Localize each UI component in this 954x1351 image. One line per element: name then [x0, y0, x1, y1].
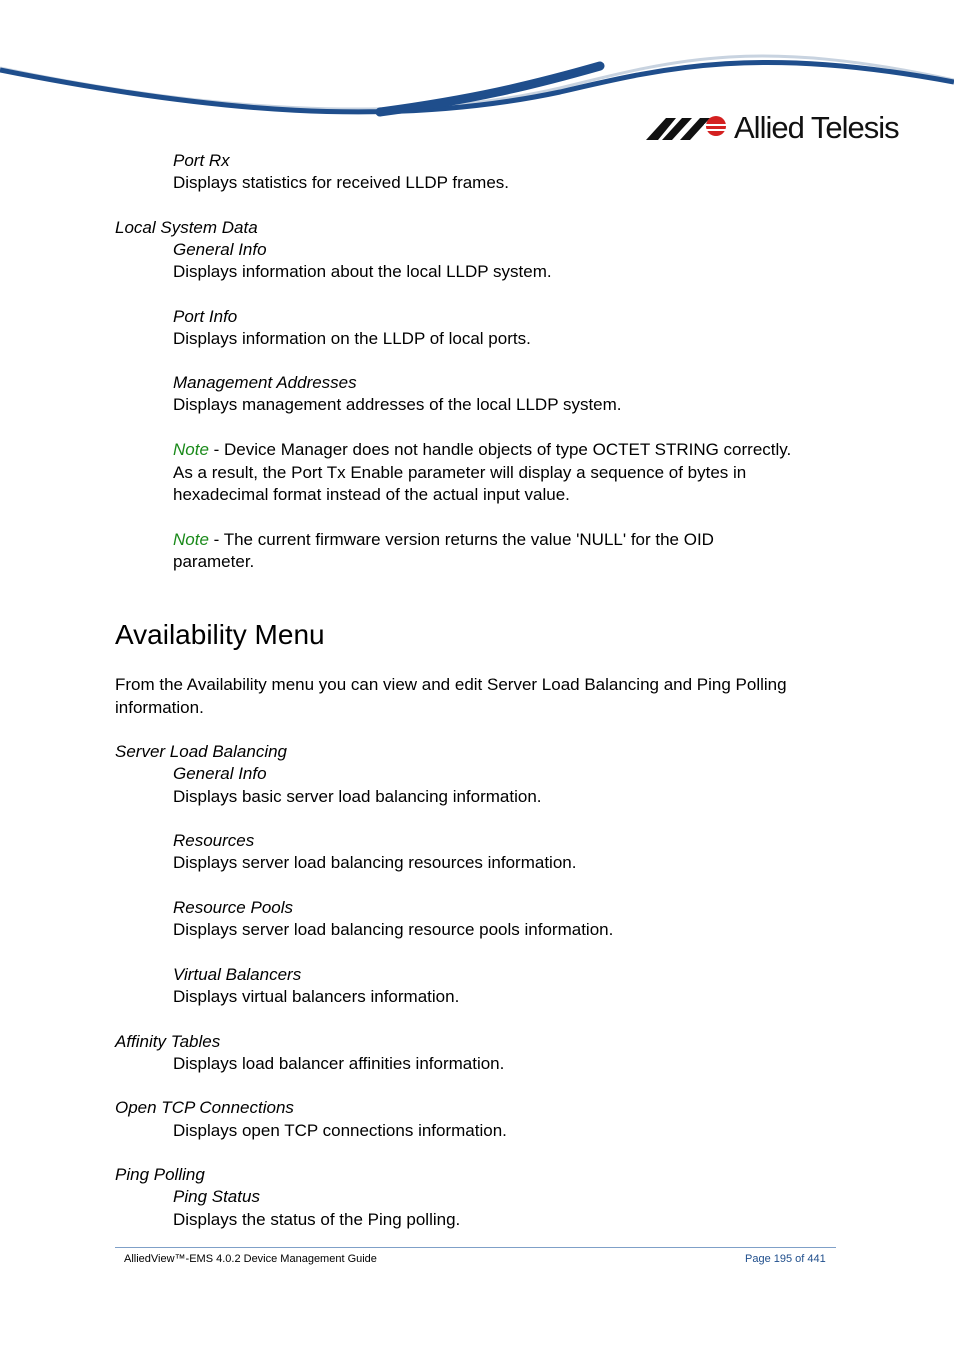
section-heading: Availability Menu: [115, 619, 325, 650]
port-rx-title: Port Rx: [173, 151, 230, 170]
virtual-balancers-title: Virtual Balancers: [173, 965, 302, 984]
note-1-line-3: hexadecimal format instead of the actual input value.: [173, 485, 570, 504]
port-rx-desc: Displays statistics for received LLDP frames.: [173, 173, 510, 192]
note-1-line-1: [173, 439, 791, 461]
logo-mark-icon: [646, 112, 730, 148]
port-info-title: Port Info: [173, 307, 238, 326]
affinity-tables-title: Affinity Tables: [115, 1032, 221, 1051]
mgmt-addresses-desc: Displays management addresses of the local LLDP system.: [173, 395, 622, 414]
ping-status-title: Ping Status: [173, 1187, 260, 1206]
open-tcp-desc: Displays open TCP connections information.: [173, 1121, 507, 1140]
virtual-balancers-desc: Displays virtual balancers information.: [173, 987, 460, 1006]
note-2-text: - The current firmware version returns the value 'NULL' for the OID: [208, 530, 714, 549]
footer-doc-title: AlliedView™-EMS 4.0.2 Device Management Guide: [124, 1253, 377, 1265]
note-label: Note: [173, 530, 209, 549]
intro-line-2: information.: [115, 698, 204, 717]
resources-desc: Displays server load balancing resources information.: [173, 853, 577, 872]
footer-divider: [115, 1247, 836, 1248]
ping-status-desc: Displays the status of the Ping polling.: [173, 1210, 461, 1229]
note-2-line-2: parameter.: [173, 552, 255, 571]
logo-text: Allied Telesis: [734, 110, 899, 145]
resources-title: Resources: [173, 831, 255, 850]
slb-title: Server Load Balancing: [115, 742, 288, 761]
affinity-tables-desc: Displays load balancer affinities information.: [173, 1054, 505, 1073]
general-info-title: General Info: [173, 240, 267, 259]
local-system-data-title: Local System Data: [115, 218, 258, 237]
slb-general-info-title: General Info: [173, 764, 267, 783]
allied-telesis-logo: [646, 108, 906, 148]
note-1-text: - Device Manager does not handle objects of type OCTET STRING correctly.: [208, 440, 792, 459]
resource-pools-desc: Displays server load balancing resource pools information.: [173, 920, 614, 939]
note-label: Note: [173, 440, 209, 459]
mgmt-addresses-title: Management Addresses: [173, 373, 357, 392]
open-tcp-title: Open TCP Connections: [115, 1098, 294, 1117]
intro-line-1: From the Availability menu you can view and edit Server Load Balancing and Ping Polling: [115, 675, 787, 694]
resource-pools-title: Resource Pools: [173, 898, 294, 917]
slb-general-info-desc: Displays basic server load balancing information.: [173, 787, 542, 806]
footer-page-number: Page 195 of 441: [745, 1253, 826, 1265]
note-1-line-2: As a result, the Port Tx Enable parameter will display a sequence of bytes in: [173, 463, 747, 482]
note-2-line-1: [173, 529, 714, 551]
ping-polling-title: Ping Polling: [115, 1165, 205, 1184]
general-info-desc: Displays information about the local LLDP system.: [173, 262, 552, 281]
port-info-desc: Displays information on the LLDP of local ports.: [173, 329, 531, 348]
